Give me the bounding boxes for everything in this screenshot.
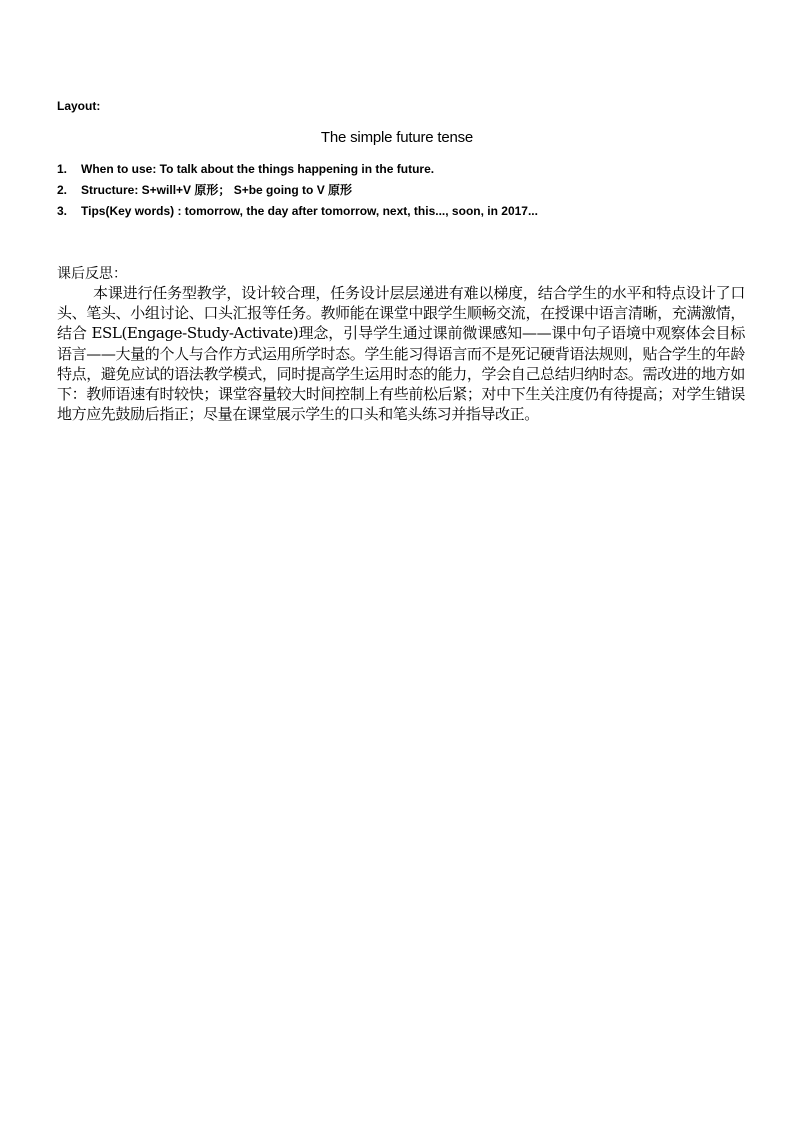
- list-item-number: 3.: [57, 204, 68, 218]
- list-item: [57, 160, 747, 181]
- list-item: [57, 181, 747, 202]
- list-item: [57, 202, 747, 223]
- document-title: The simple future tense: [320, 129, 474, 146]
- list-item-text: When to use: To talk about the things happening in the future.: [81, 162, 435, 176]
- reflection-heading: 课后反思：: [57, 266, 127, 282]
- list-item-text: Structure: S+will+V 原形； S+be going to V 原形: [81, 183, 353, 197]
- list-item-number: 1.: [57, 162, 68, 176]
- layout-label: Layout:: [57, 99, 101, 113]
- key-points-list: [57, 160, 747, 223]
- list-item-text: Tips(Key words) : tomorrow, the day after tomorrow, next, this..., soon, in 2017...: [81, 204, 538, 218]
- reflection-paragraph: 本课进行任务型教学，设计较合理，任务设计层层递进有难以梯度，结合学生的水平和特点设计了口头、笔头、小组讨论、口头汇报等任务。教师能在课堂中跟学生顺畅交流，在授课中语言清晰，充满激情，结合 ESL(Engage-Study-Activate)理念，引导学生通过课前微课感知——课中句子语境中观察体会目标语言——大量的个人与合作方式运用所学时态。学生能习得语言而不是死记硬背语法规则，贴合学生的年龄特点，避免应试的语法教学模式，同时提高学生运用时态的能力，学会自己总结归纳时态。需改进的地方如下：教师语速有时较快；课堂容量较大时间控制上有些前松后紧；对中下生关注度仍有待提高；对学生错误地方应先鼓励后指正；尽量在课堂展示学生的口头和笔头练习并指导改正。: [57, 284, 745, 424]
- list-item-number: 2.: [57, 183, 68, 197]
